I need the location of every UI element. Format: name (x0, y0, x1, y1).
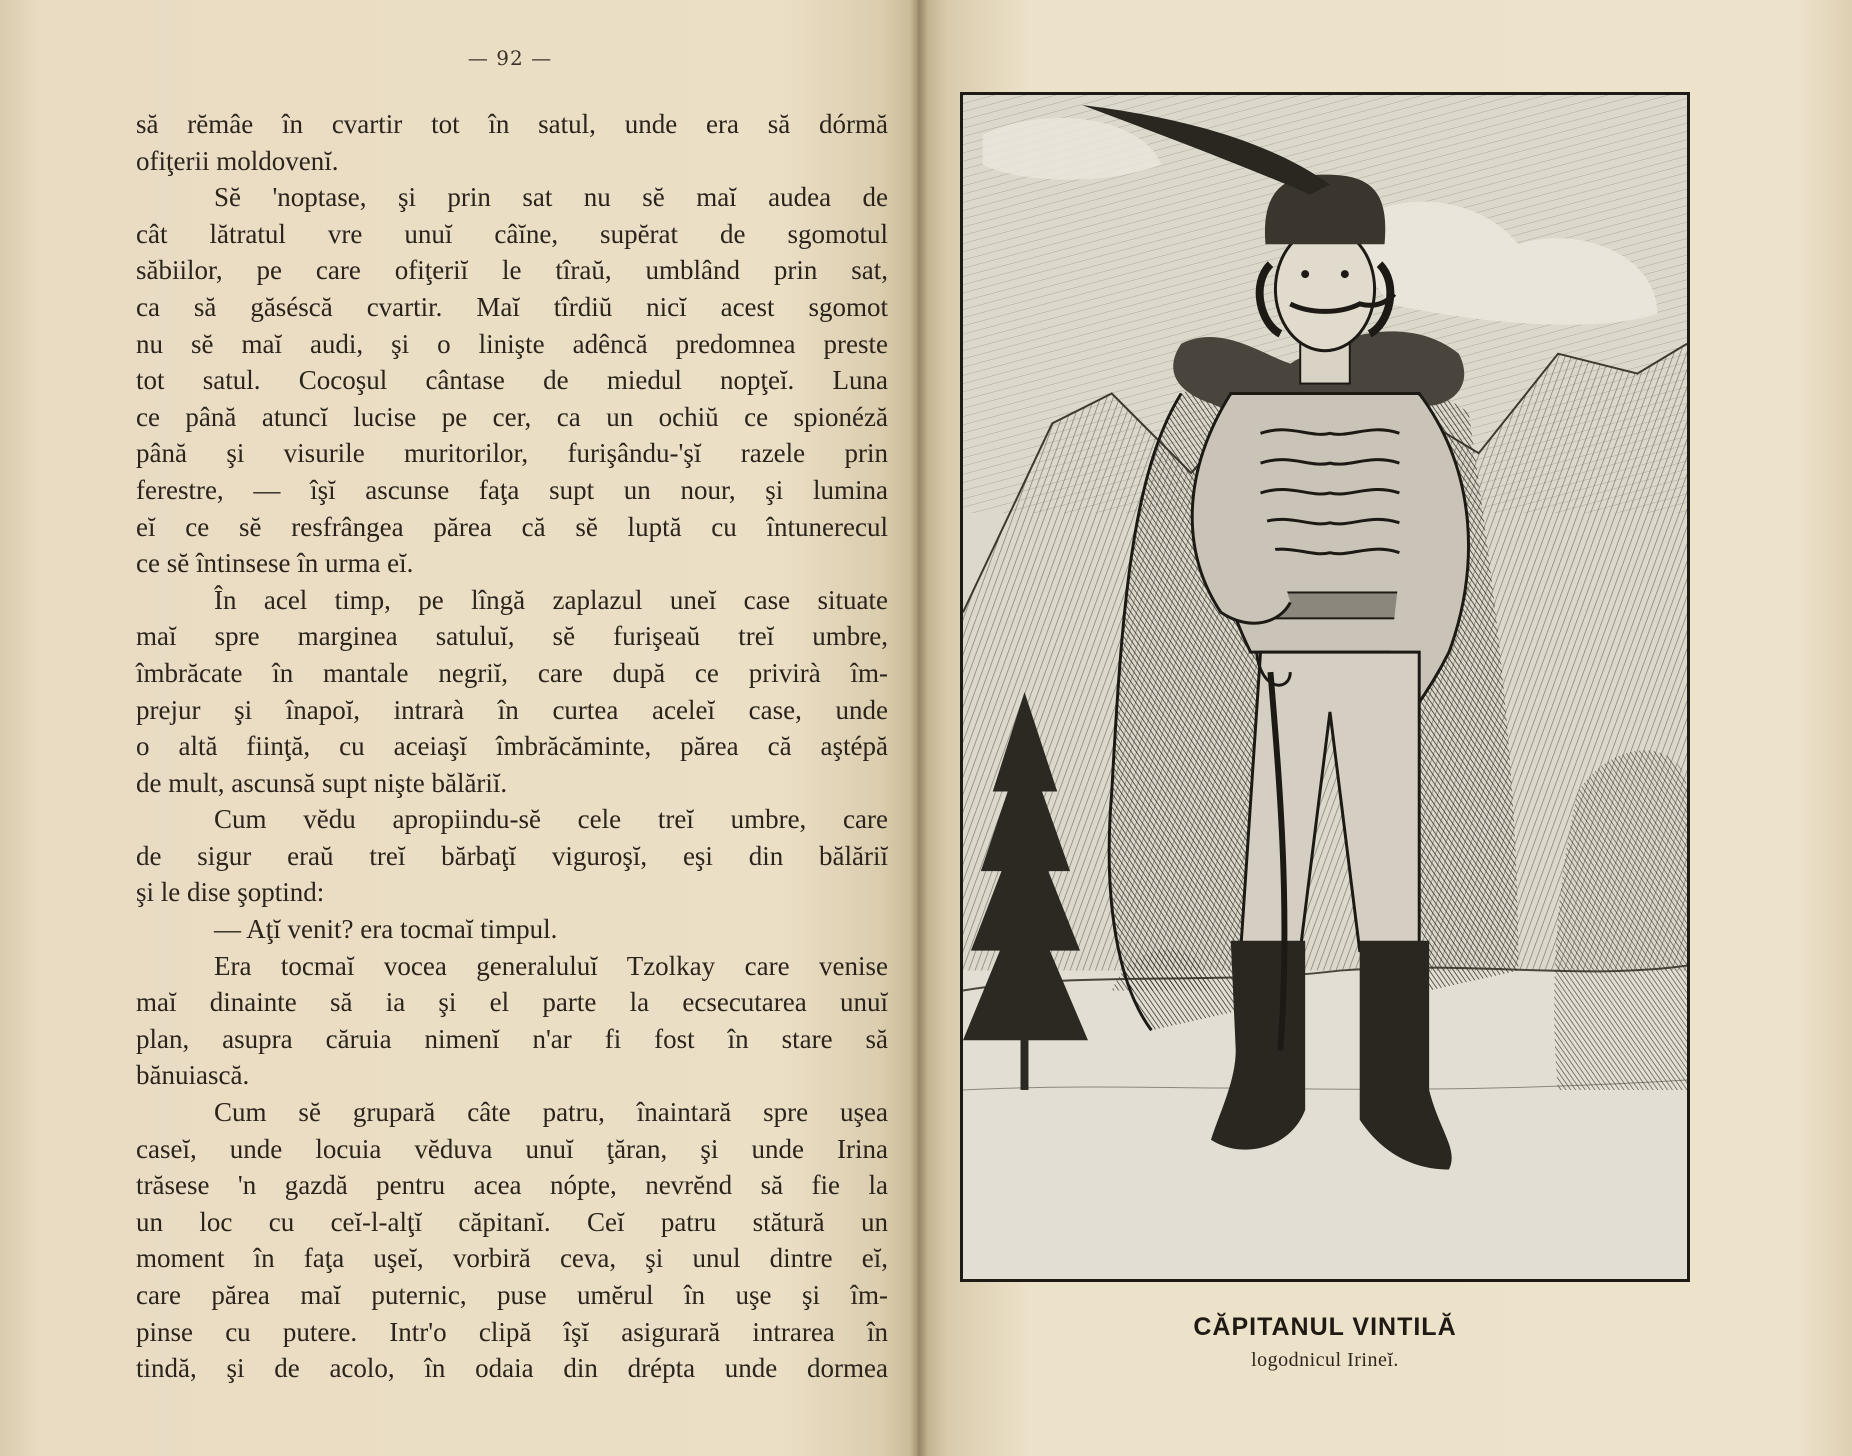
text-line: Cum vĕdu apropiindu-sĕ cele treĭ umbre, care (214, 804, 888, 835)
text-line: îmbrăcate în mantale negriĭ, care după ce privirà îm- (136, 657, 888, 688)
text-line: eĭ ce sĕ resfrângea părea că sĕ luptă cu întunerecul (136, 511, 888, 542)
text-line: ferestre, — îşĭ ascunse faţa supt un nour, şi lumina (136, 474, 888, 505)
text-line: prejur şi înapoĭ, intrarà în curtea aceleĭ case, unde (136, 694, 888, 725)
text-line: ce până atuncĭ lucise pe cer, ca un ochiŭ ce spionéză (136, 401, 888, 432)
text-line: şi le dise şoptind: (136, 877, 325, 908)
text-line: maĭ spre marginea satuluĭ, sĕ furişeaŭ treĭ umbre, (136, 621, 888, 652)
text-line: nu sĕ maĭ audi, şi o linişte adêncă predomnea preste (136, 328, 888, 359)
text-line: — Aţĭ venit? era tocmaĭ timpul. (214, 914, 558, 945)
page-number: — 92 — (467, 46, 553, 70)
text-line: moment în faţa uşeĭ, vorbiră ceva, şi unul dintre eĭ, (136, 1243, 888, 1274)
text-line: ce sĕ întinsese în urma eĭ. (136, 548, 414, 579)
text-line: de sigur eraŭ treĭ bărbaţĭ viguroşĭ, eşi din bălăriĭ (136, 840, 888, 871)
captain-portrait-engraving (963, 95, 1687, 1279)
text-line: tindă, şi de acolo, în odaia din drépta unde dormea (136, 1353, 888, 1384)
text-line: de mult, ascunsă supt nişte bălăriĭ. (136, 767, 508, 798)
text-line: cât lătratul vre unuĭ câĭne, supĕrat de sgomotul (136, 218, 888, 249)
text-line: până şi visurile muritorilor, furişându-'şĭ razele prin (136, 438, 888, 469)
text-line: caseĭ, unde locuia vĕduva unuĭ ţăran, şi unde Irina (136, 1133, 888, 1164)
text-line: Era tocmaĭ vocea generaluluĭ Tzolkay care venise (214, 950, 888, 981)
engraving-illustration (960, 92, 1690, 1282)
text-line: Cum sĕ grupară câte patru, înaintară spre uşea (214, 1097, 888, 1128)
text-line: maĭ dinainte să ia şi el parte la ecsecutarea unuĭ (136, 987, 888, 1018)
text-line: un loc cu ceĭ-l-alţĭ căpitanĭ. Ceĭ patru stătură un (136, 1206, 888, 1237)
text-line: Sĕ 'noptase, şi prin sat nu sĕ maĭ audea de (214, 182, 888, 213)
text-line: pinse cu putere. Intr'o clipă îşĭ asigurară intrarea în (136, 1316, 888, 1347)
body-text (136, 106, 888, 1387)
text-line: ofiţerii moldovenĭ. (136, 145, 339, 176)
text-line: plan, asupra căruia nimenĭ n'ar fi fost în stare să (136, 1023, 888, 1054)
text-line: care părea maĭ puternic, puse umĕrul în uşe şi îm- (136, 1280, 888, 1310)
text-line: bănuiască. (136, 1060, 250, 1091)
illustration-subcaption: logodnicul Irineĭ. (1251, 1349, 1399, 1371)
text-line: trăsese 'n gazdă pentru acea nópte, nevrĕnd să fie la (136, 1170, 888, 1201)
text-line: săbiilor, pe care ofiţeriĭ le tîraŭ, umblând prin sat, (136, 255, 888, 286)
text-line: o altă fiinţă, cu aceiaşĭ îmbrăcăminte, părea că aştépă (136, 731, 888, 762)
text-line: În acel timp, pe lîngă zaplazul uneĭ case situate (214, 584, 888, 615)
book-gutter (910, 0, 928, 1456)
text-line: să rĕmâe în cvartir tot în satul, unde era să dórmă (136, 109, 888, 139)
text-line: tot satul. Cocoşul cântase de miedul nopţeĭ. Luna (136, 365, 888, 396)
illustration-caption: CĂPITANUL VINTILĂ (1193, 1313, 1457, 1341)
text-line: ca să găséscă cvartir. Maĭ tîrdiŭ nicĭ acest sgomot (136, 291, 888, 322)
